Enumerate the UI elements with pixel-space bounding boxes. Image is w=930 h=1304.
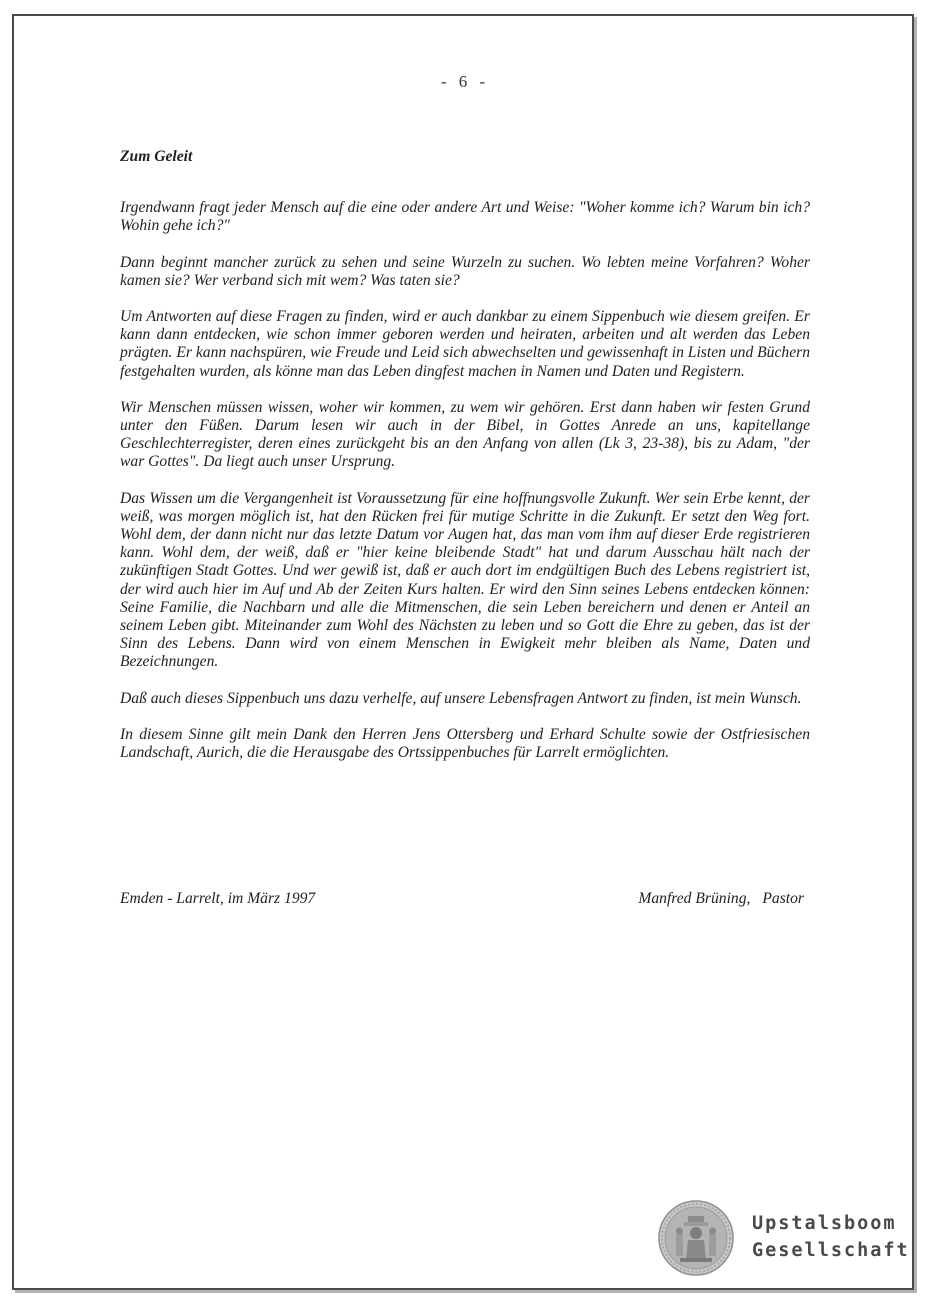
- author-name: Manfred Brüning,: [638, 890, 751, 907]
- author-title: Pastor: [762, 890, 804, 907]
- document-heading: Zum Geleit: [120, 148, 193, 165]
- brand-line-2: Gesellschaft: [752, 1240, 910, 1261]
- place-date: Emden - Larrelt, im März 1997: [120, 890, 316, 907]
- brand-name: [752, 1210, 910, 1264]
- paragraph-7: In diesem Sinne gilt mein Dank den Herren Jens Ottersberg und Erhard Schulte sowie der Ostfriesischen Landschaft, Aurich, die die Herausgabe des Ortssippenbuches für Larrelt ermöglichten.: [120, 725, 810, 762]
- author-block: [638, 890, 804, 908]
- watermark-logo: [658, 1196, 916, 1284]
- paragraph-2: Dann beginnt mancher zurück zu sehen und seine Wurzeln zu suchen. Wo lebten meine Vorfahren? Woher kamen sie? Wer verband sich mit wem? Was taten sie?: [120, 253, 810, 289]
- paragraph-1: Irgendwann fragt jeder Mensch auf die eine oder andere Art und Weise: "Woher komme ich? Warum bin ich? Wohin gehe ich?": [120, 199, 810, 235]
- document-body: [120, 148, 810, 780]
- paragraph-6: Daß auch dieses Sippenbuch uns dazu verhelfe, auf unsere Lebensfragen Antwort zu finden, ist mein Wunsch.: [120, 689, 802, 707]
- paragraph-5: Das Wissen um die Vergangenheit ist Voraussetzung für eine hoffnungsvolle Zukunft. Wer sein Erbe kennt, der weiß, was morgen möglich ist, hat den Rücken frei für mutige Schritte in die Zukunft. Er setzt den Weg fort. Wohl dem, der dann nicht nur das letzte Datum vor Augen hat, das man vom ihm auf dieser Erde registrieren kann. Wohl dem, der weiß, daß er "hier keine bleibende Stadt" hat und darum Ausschau hält nach der zukünftigen Stadt Gottes. Und wer gewiß ist, daß er auch dort im endgültigen Buch des Lebens registriert ist, der wird auch hier im Auf und Ab der Zeiten Kurs halten. Er wird den Sinn seines Lebens entdecken können: Seine Familie, die Nachbarn und alle die Mitmenschen, die sein Leben bereichern und denen er Anteil an seinem Leben gibt. Miteinander zum Wohl des Nächsten zu leben und so Gott die Ehre zu geben, das ist der Sinn des Lebens. Dann wird von einem Menschen in Ewigkeit mehr bleiben als Name, Daten und Bezeichnungen.: [120, 489, 810, 671]
- seal-icon: [658, 1200, 734, 1276]
- paragraph-4: Wir Menschen müssen wissen, woher wir kommen, zu wem wir gehören. Erst dann haben wir festen Grund unter den Füßen. Darum lesen wir auch in der Bibel, in Gottes Anrede an uns, kapitellange Geschlechterregister, deren eines zurückgeht bis an den Anfang von allen (Lk 3, 23-38), bis zu Adam, "der war Gottes". Da liegt auch unser Ursprung.: [120, 398, 810, 471]
- page-number: - 6 -: [440, 72, 490, 91]
- brand-line-1: Upstalsboom: [752, 1213, 897, 1234]
- paragraph-3: Um Antworten auf diese Fragen zu finden, wird er auch dankbar zu einem Sippenbuch wie diesem greifen. Er kann dann entdecken, wie schon immer geboren werden und heiraten, arbeiten und alt werden das Leben prägten. Er kann nachspüren, wie Freude und Leid sich abwechselten und gewissenhaft in Listen und Büchern festgehalten wurden, als könne man das Leben dingfest machen in Namen und Daten und Registern.: [120, 308, 810, 380]
